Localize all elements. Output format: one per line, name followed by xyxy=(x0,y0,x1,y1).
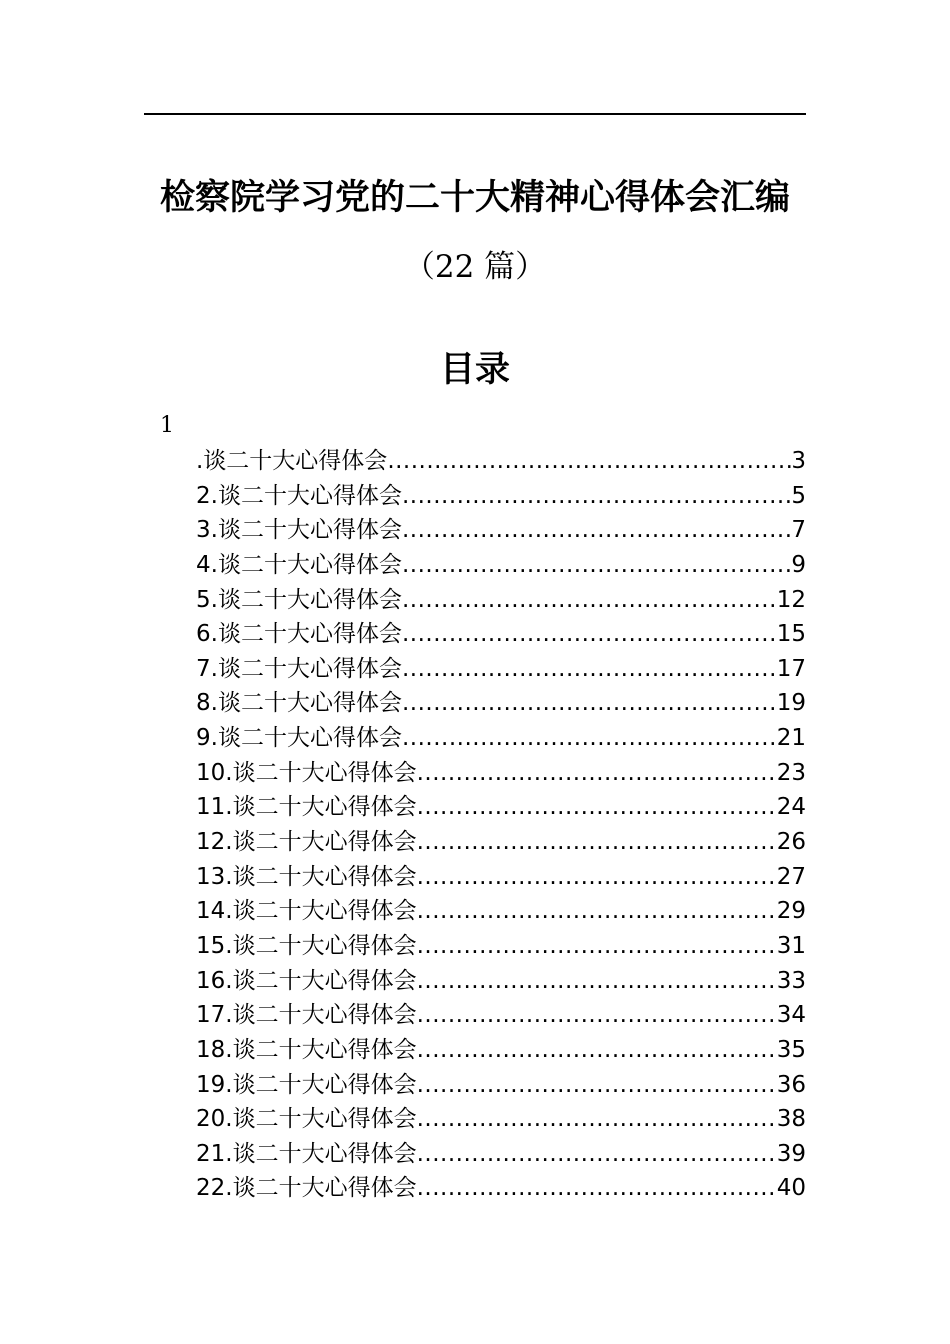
toc-dot-leader xyxy=(417,929,777,964)
toc-dot-leader xyxy=(417,998,777,1033)
toc-entry[interactable] xyxy=(196,825,806,860)
toc-entry[interactable] xyxy=(196,652,806,687)
toc-entry[interactable] xyxy=(196,929,806,964)
toc-entry[interactable] xyxy=(196,894,806,929)
document-subtitle: （22 篇） xyxy=(403,249,547,285)
toc-dot-leader xyxy=(402,479,791,514)
toc-entry-page-number: 38 xyxy=(776,1106,806,1133)
toc-entry-label: 19.谈二十大心得体会 xyxy=(196,1071,417,1098)
toc-entry-page-number: 36 xyxy=(776,1071,806,1098)
toc-dot-leader xyxy=(402,583,777,618)
toc-entry[interactable] xyxy=(196,998,806,1033)
toc-entry-page-number: 3 xyxy=(791,448,806,474)
toc-entry[interactable] xyxy=(196,513,806,548)
toc-entry-label: 3.谈二十大心得体会 xyxy=(196,517,402,544)
toc-dot-leader xyxy=(417,894,777,929)
toc-dot-leader xyxy=(417,964,777,999)
toc-heading: 目录 xyxy=(439,349,510,390)
toc-entry-label: 21.谈二十大心得体会 xyxy=(196,1140,417,1167)
toc-entry-page-number: 15 xyxy=(776,621,806,648)
toc-entry-label: 4.谈二十大心得体会 xyxy=(196,551,402,578)
toc-entry[interactable] xyxy=(196,964,806,999)
toc-entry-page-number: 40 xyxy=(776,1175,806,1202)
toc-entry[interactable] xyxy=(196,617,806,652)
toc-stray-number: 1 xyxy=(160,413,174,438)
toc-entry-label: 10.谈二十大心得体会 xyxy=(196,759,417,786)
toc-dot-leader xyxy=(417,1102,777,1137)
toc-entry-page-number: 27 xyxy=(776,863,806,890)
toc-entry-label: 12.谈二十大心得体会 xyxy=(196,829,417,856)
toc-entry[interactable] xyxy=(196,583,806,618)
toc-entry-page-number: 17 xyxy=(776,655,806,682)
toc-entry-page-number: 12 xyxy=(776,586,806,613)
toc-entry[interactable] xyxy=(196,790,806,825)
toc-entry-page-number: 33 xyxy=(776,967,806,994)
document-title: 检察院学习党的二十大精神心得体会汇编 xyxy=(159,177,790,218)
toc-entry[interactable] xyxy=(196,1068,806,1103)
header-rule xyxy=(144,113,806,115)
toc-dot-leader xyxy=(402,686,777,721)
toc-entry-label: 8.谈二十大心得体会 xyxy=(196,690,402,717)
toc-entry-label: 15.谈二十大心得体会 xyxy=(196,932,417,959)
toc-entry-page-number: 35 xyxy=(776,1036,806,1063)
toc-entry-label: 6.谈二十大心得体会 xyxy=(196,621,402,648)
toc-entry-page-number: 5 xyxy=(791,482,806,509)
toc-entry-label: 11.谈二十大心得体会 xyxy=(196,794,417,821)
toc-entry-label: .谈二十大心得体会 xyxy=(196,448,388,474)
toc-entry[interactable] xyxy=(196,1102,806,1137)
toc-dot-leader xyxy=(417,1033,777,1068)
toc-dot-leader xyxy=(402,617,777,652)
toc-dot-leader xyxy=(417,1137,777,1172)
toc-dot-leader xyxy=(387,444,791,479)
toc-entry-label: 9.谈二十大心得体会 xyxy=(196,725,402,752)
toc-dot-leader xyxy=(417,1068,777,1103)
toc-entry-page-number: 39 xyxy=(776,1140,806,1167)
toc-entry-page-number: 24 xyxy=(776,794,806,821)
toc-entry[interactable] xyxy=(196,1171,806,1206)
toc-entry-page-number: 23 xyxy=(776,759,806,786)
toc-entry[interactable] xyxy=(196,548,806,583)
toc-dot-leader xyxy=(417,1171,777,1206)
toc-dot-leader xyxy=(402,721,777,756)
toc-entry-page-number: 31 xyxy=(776,932,806,959)
toc-entry-page-number: 19 xyxy=(776,690,806,717)
toc-dot-leader xyxy=(402,513,791,548)
toc-entry-page-number: 21 xyxy=(776,725,806,752)
table-of-contents xyxy=(196,444,806,1206)
toc-entry-label: 5.谈二十大心得体会 xyxy=(196,586,402,613)
toc-entry-label: 20.谈二十大心得体会 xyxy=(196,1106,417,1133)
toc-entry[interactable] xyxy=(196,444,806,479)
toc-entry[interactable] xyxy=(196,1033,806,1068)
toc-entry-page-number: 29 xyxy=(776,898,806,925)
toc-dot-leader xyxy=(402,652,777,687)
toc-entry-page-number: 9 xyxy=(791,551,806,578)
toc-entry-label: 13.谈二十大心得体会 xyxy=(196,863,417,890)
toc-dot-leader xyxy=(417,860,777,895)
toc-entry[interactable] xyxy=(196,721,806,756)
toc-dot-leader xyxy=(417,825,777,860)
toc-entry[interactable] xyxy=(196,860,806,895)
toc-entry-label: 17.谈二十大心得体会 xyxy=(196,1002,417,1029)
toc-dot-leader xyxy=(402,548,791,583)
toc-entry[interactable] xyxy=(196,756,806,791)
toc-entry-page-number: 7 xyxy=(791,517,806,544)
toc-entry-label: 22.谈二十大心得体会 xyxy=(196,1175,417,1202)
toc-entry-label: 2.谈二十大心得体会 xyxy=(196,482,402,509)
toc-entry-label: 16.谈二十大心得体会 xyxy=(196,967,417,994)
toc-entry[interactable] xyxy=(196,479,806,514)
toc-entry[interactable] xyxy=(196,1137,806,1172)
toc-entry-page-number: 34 xyxy=(776,1002,806,1029)
toc-dot-leader xyxy=(417,790,777,825)
toc-dot-leader xyxy=(417,756,777,791)
toc-entry-label: 14.谈二十大心得体会 xyxy=(196,898,417,925)
toc-entry-label: 7.谈二十大心得体会 xyxy=(196,655,402,682)
toc-entry[interactable] xyxy=(196,686,806,721)
toc-entry-label: 18.谈二十大心得体会 xyxy=(196,1036,417,1063)
toc-entry-page-number: 26 xyxy=(776,829,806,856)
